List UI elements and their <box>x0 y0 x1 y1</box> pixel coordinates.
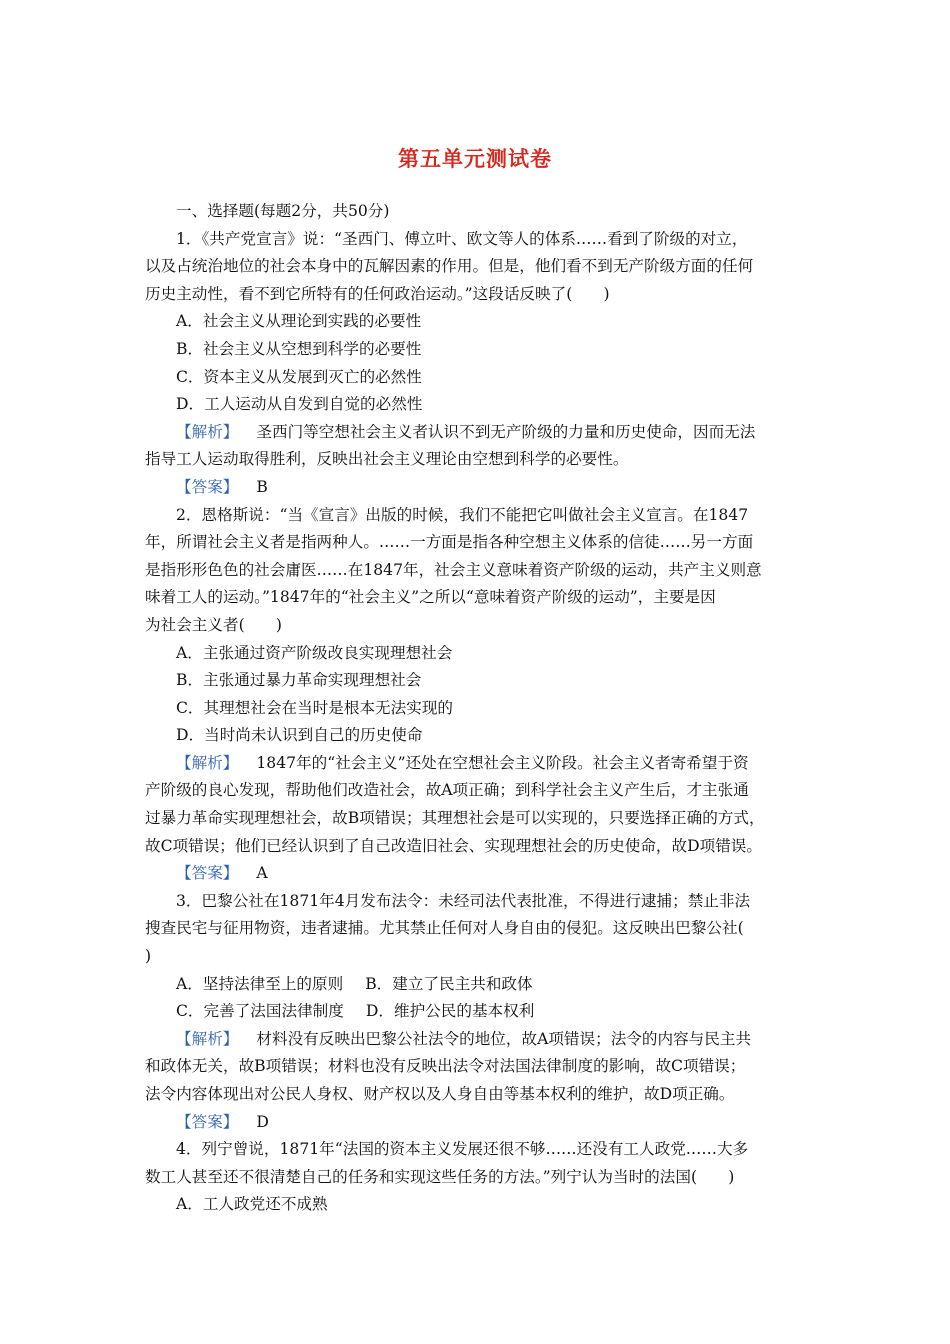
analysis-line <box>145 750 810 778</box>
question-stem-line: 1．《共产党宣言》说：“圣西门、傅立叶、欧文等人的体系……看到了阶级的对立， <box>176 229 748 248</box>
analysis-text: 圣西门等空想社会主义者认识不到无产阶级的力量和历史使命，因而无法 <box>256 422 756 441</box>
option-d: D．工人运动从自发到自觉的必然性 <box>176 395 423 414</box>
question-stem-line: 数工人甚至还不很清楚自己的任务和实现这些任务的方法。”列宁认为当时的法国( ) <box>145 1167 735 1186</box>
option-a: A．主张通过资产阶级改良实现理想社会 <box>176 643 453 662</box>
analysis-label: 【解析】 <box>176 753 239 772</box>
question-stem-line: ) <box>145 947 152 966</box>
answer-value: A <box>256 864 268 883</box>
option-b: B．社会主义从空想到科学的必要性 <box>176 339 422 358</box>
question-stem-line: 为社会主义者( ) <box>145 615 282 634</box>
analysis-line: 过暴力革命实现理想社会，故B项错误；其理想社会是可以实现的，只要选择正确的方式， <box>145 809 765 828</box>
section-heading: 一、选择题(每题2分，共50分) <box>176 202 390 220</box>
question-stem-line: 历史主动性，看不到它所特有的任何政治运动。”这段话反映了( ) <box>145 284 610 303</box>
answer-line <box>145 1109 810 1137</box>
option-a: A．工人政党还不成熟 <box>176 1195 328 1214</box>
analysis-text: 1847年的“社会主义”还处在空想社会主义阶段。社会主义者寄希望于资 <box>256 753 749 772</box>
answer-value: D <box>256 1112 269 1131</box>
analysis-text: 材料没有反映出巴黎公社法令的地位，故A项错误；法令的内容与民主共 <box>256 1029 752 1048</box>
question-3 <box>145 888 810 1136</box>
question-stem-line: 4．列宁曾说，1871年“法国的资本主义发展还很不够……还没有工人政党……大多 <box>176 1140 749 1159</box>
answer-label: 【答案】 <box>176 864 239 883</box>
option-a: A．社会主义从理论到实践的必要性 <box>176 312 422 331</box>
option-d: D．当时尚未认识到自己的历史使命 <box>176 726 423 745</box>
analysis-line: 指导工人运动取得胜利，反映出社会主义理论由空想到科学的必要性。 <box>145 450 629 469</box>
analysis-line: 产阶级的良心发现，帮助他们改造社会，故A项正确；到科学社会主义产生后，才主张通 <box>145 781 749 800</box>
option-b: B．主张通过暴力革命实现理想社会 <box>176 671 422 690</box>
option-b: B．建立了民主共和政体 <box>365 974 533 993</box>
question-4 <box>145 1136 810 1219</box>
question-stem-line: 年，所谓社会主义者是指两种人。……一方面是指各种空想主义体系的信徒……另一方面 <box>145 533 754 552</box>
analysis-label: 【解析】 <box>176 422 239 441</box>
question-stem-line: 以及占统治地位的社会本身中的瓦解因素的作用。但是，他们看不到无产阶级方面的任何 <box>145 257 754 276</box>
analysis-line <box>145 419 810 447</box>
option-c: C．完善了法国法律制度 <box>176 1002 344 1021</box>
analysis-label: 【解析】 <box>176 1029 239 1048</box>
question-stem-line: 味着工人的运动。”1847年的“社会主义”之所以“意味着资产阶级的运动”，主要是因 <box>145 588 716 607</box>
option-d: D．维护公民的基本权利 <box>365 1002 535 1021</box>
question-2 <box>145 502 810 888</box>
option-a: A．坚持法律至上的原则 <box>176 974 344 993</box>
option-c: C．其理想社会在当时是根本无法实现的 <box>176 698 454 717</box>
option-row <box>145 998 810 1026</box>
question-1 <box>145 226 810 502</box>
answer-label: 【答案】 <box>176 1112 239 1131</box>
option-row <box>145 971 810 999</box>
analysis-line <box>145 1026 810 1054</box>
option-c: C．资本主义从发展到灭亡的必然性 <box>176 367 422 386</box>
answer-line <box>145 860 810 888</box>
question-stem-line: 3．巴黎公社在1871年4月发布法令：未经司法代表批准，不得进行逮捕；禁止非法 <box>176 891 751 910</box>
analysis-line: 法令内容体现出对公民人身权、财产权以及人身自由等基本权利的维护，故D项正确。 <box>145 1085 735 1103</box>
answer-value: B <box>256 477 268 496</box>
question-stem-line: 是指形形色色的社会庸医……在1847年，社会主义意味着资产阶级的运动，共产主义则意 <box>145 560 762 579</box>
analysis-line: 故C项错误；他们已经认识到了自己改造旧社会、实现理想社会的历史使命，故D项错误。 <box>145 836 762 855</box>
answer-label: 【答案】 <box>176 477 239 496</box>
question-stem-line: 搜查民宅与征用物资，违者逮捕。尤其禁止任何对人身自由的侵犯。这反映出巴黎公社( <box>145 919 744 938</box>
analysis-line: 和政体无关，故B项错误；材料也没有反映出法令对法国法律制度的影响，故C项错误； <box>145 1057 746 1076</box>
question-stem-line: 2．恩格斯说：“当《宣言》出版的时候，我们不能把它叫做社会主义宣言。在1847 <box>176 505 749 524</box>
answer-line <box>145 474 810 502</box>
page-title: 第五单元测试卷 <box>398 147 552 171</box>
document-body <box>145 198 810 1219</box>
